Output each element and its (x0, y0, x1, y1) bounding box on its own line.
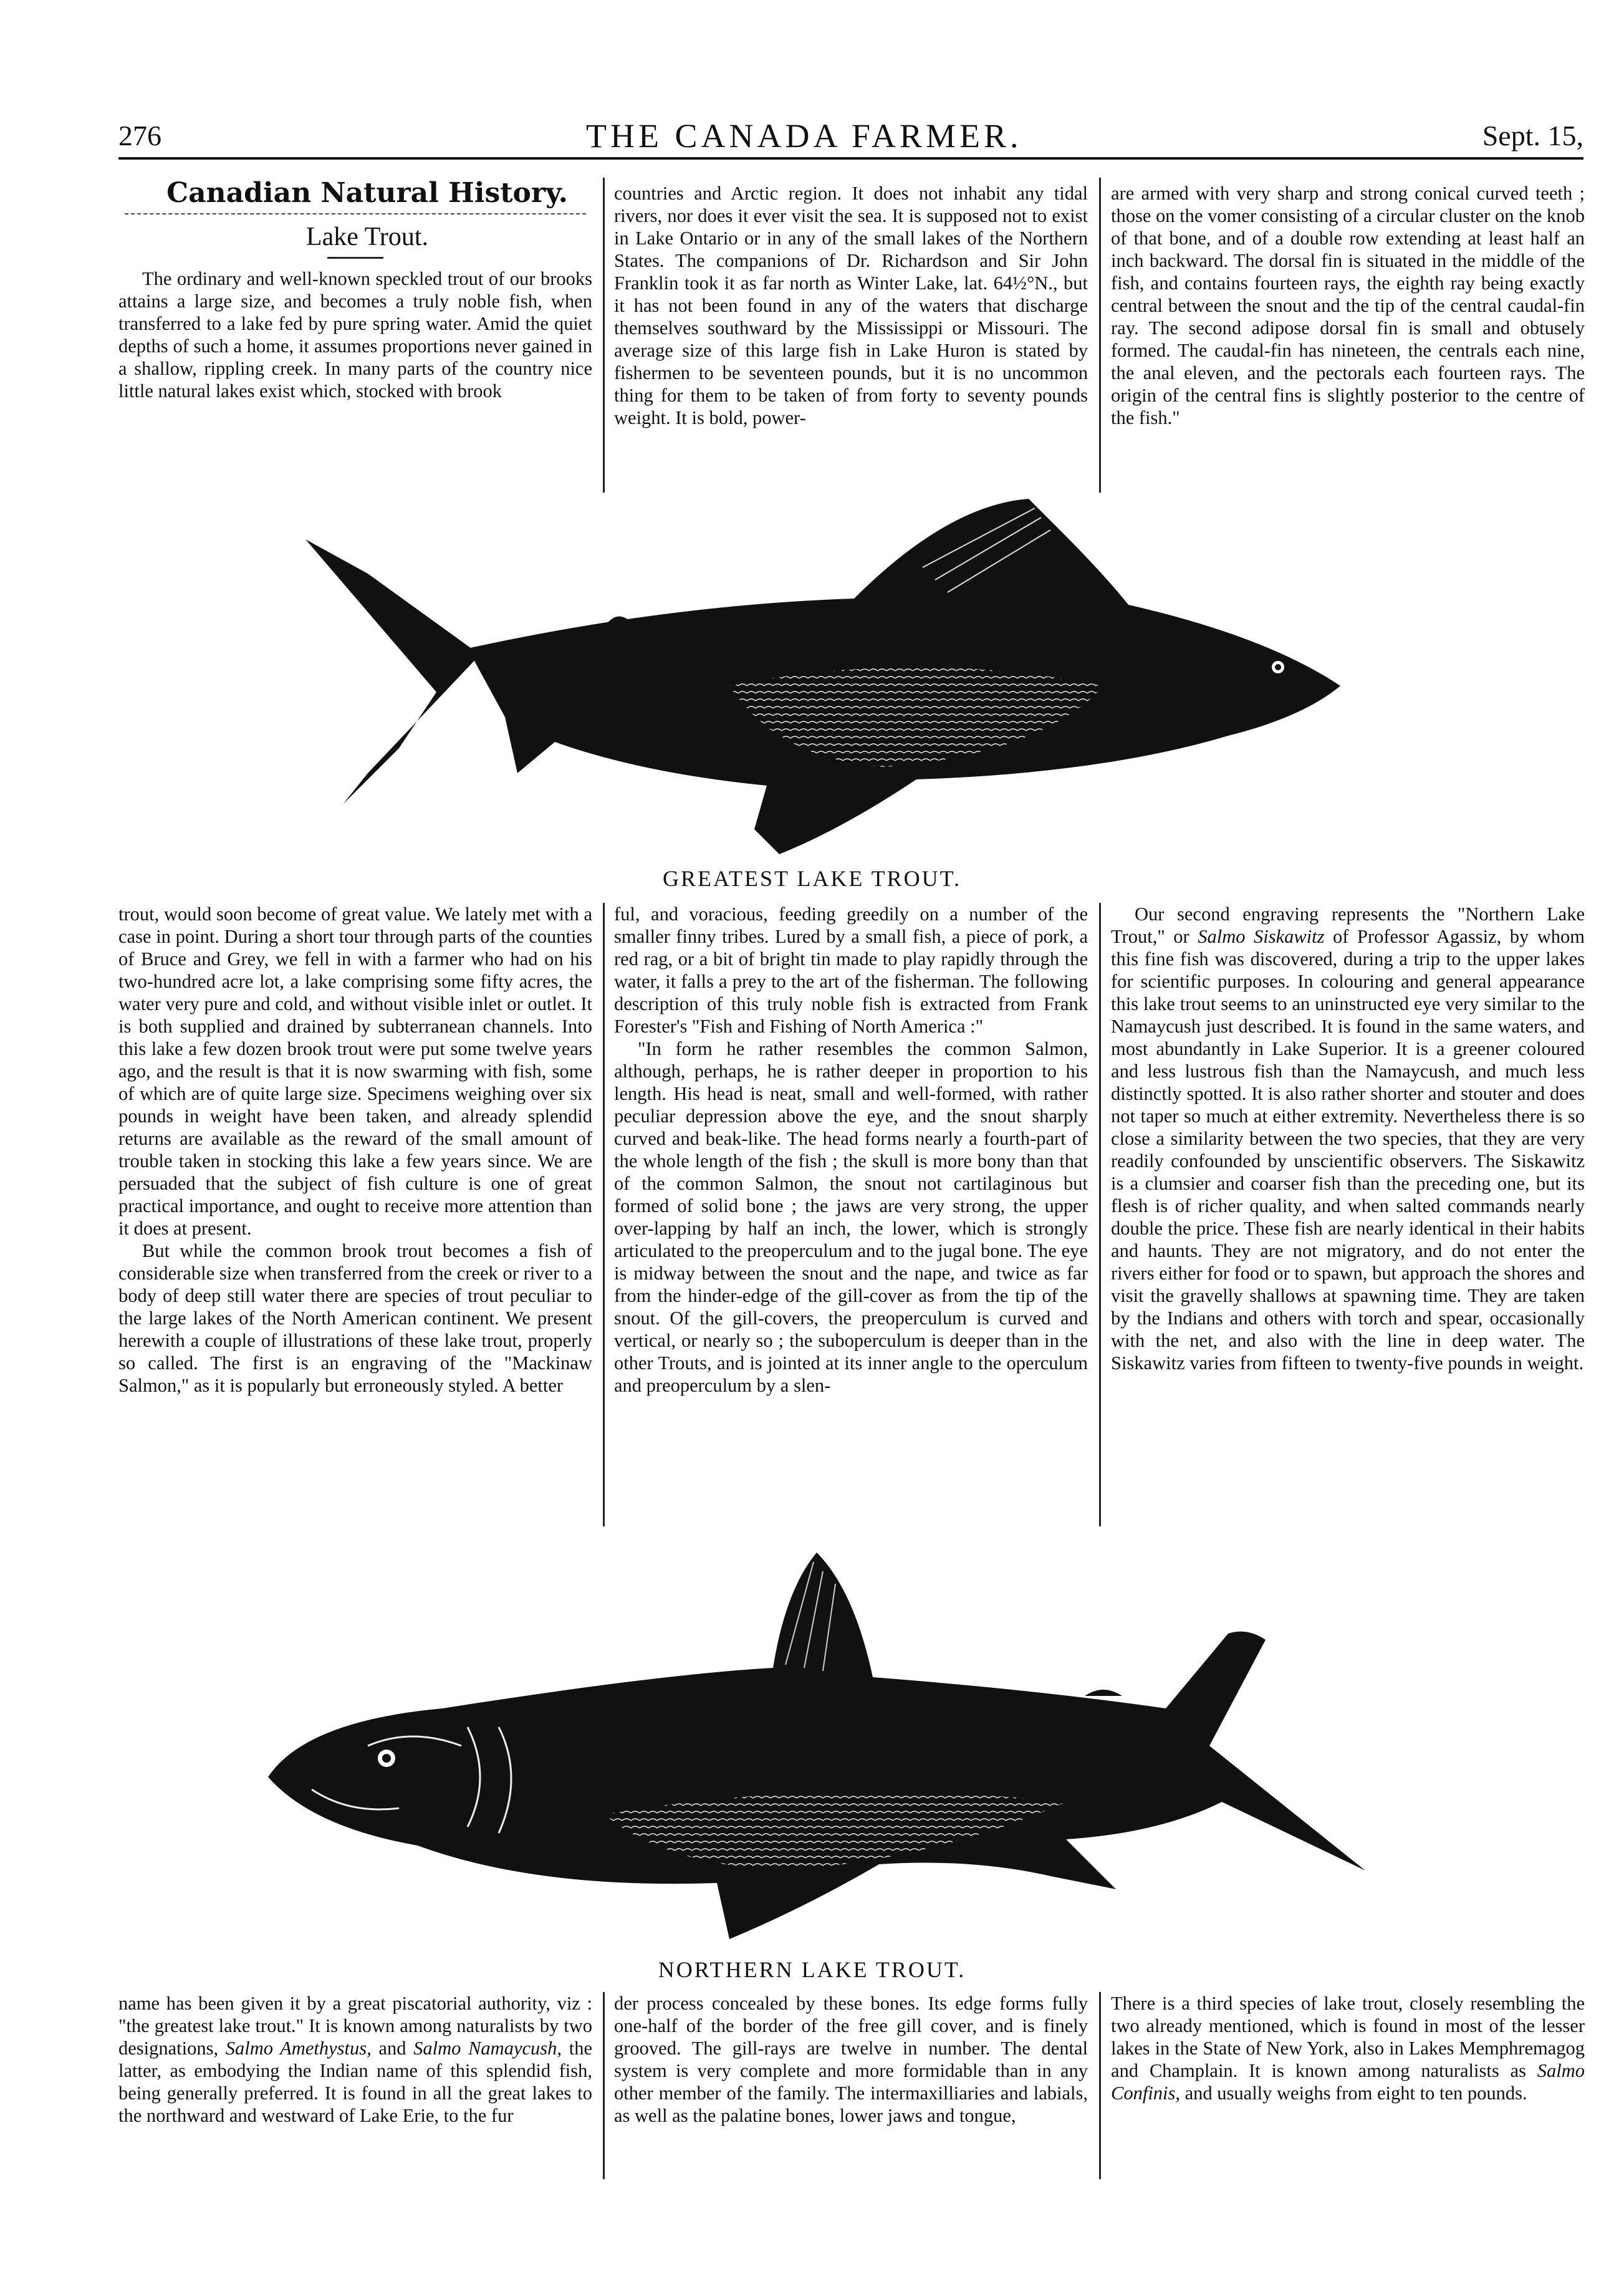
page-number: 276 (118, 120, 161, 152)
column-divider (603, 178, 605, 493)
column-bottom-1 (118, 1992, 592, 2127)
species-name: Salmo Amethystus (225, 2038, 367, 2059)
paragraph: are armed with very sharp and strong conical curved teeth ; those on the vomer consisting of a circular cluster on the knob of that bone, and of a double row extending at least half an inch backward. The dorsal fin is situated in the middle of the fish, and contains fourteen rays, the eighth ray being exactly central between the snout and the tip of the central caudal-fin ray. The second adipose dorsal fin is small and obtusely formed. The caudal-fin has nineteen, the centrals each nine, the anal eleven, and the pectorals each fourteen rays. The origin of the central fins is slightly posterior to the centre of the fish." (1111, 183, 1585, 428)
article-title: Lake Trout. (305, 223, 428, 251)
greatest-lake-trout-engraving (293, 480, 1353, 867)
paragraph: der process concealed by these bones. Its edge forms fully one-half of the border of the free gill cover, and is finely grooved. The gill-rays are twelve in number. The dental system is very complete and more formidable than in any other member of the family. The intermaxilliaries and labials, as well as the palatine bones, lower jaws and tongue, (614, 1993, 1088, 2126)
paragraph: But while the common brook trout becomes a fish of considerable size when transferred from the creek or river to a body of deep still water there are species of trout peculiar to the large lakes of the North American continent. We present herewith a couple of illustrations of these lake trout, properly so called. The first is an engraving of the "Mackinaw Salmon," as it is popularly but erroneously styled. A better (118, 1240, 592, 1396)
page-header (118, 117, 1583, 155)
column-top-2 (614, 182, 1088, 429)
text-run: Our second engraving represents the "Northern Lake Trout," or (1111, 903, 1585, 947)
text-run: of Professor Agassiz, by whom this fine fish was discovered, during a trip to the upper lakes for scientific purposes. In colouring and general appearance this lake trout seems to an uninstructed eye very similar to the Namaycush just described. It is found in the same waters, and most abundantly in Lake Superior. It is a greener coloured and less lustrous fish than the Namaycush, and much less distinctly spotted. It is also rather shorter and stouter and does not taper so much at either extremity. Nevertheless there is so close a similarity between the two species, that they are very readily confounded by unscientific observers. The Siskawitz is a clumsier and coarser fish than the preceding one, but its flesh is of richer quality, and when salted commands nearly double the price. These fish are nearly identical in their habits and haunts. They are not migratory, and do not enter the rivers either for food or to spawn, but approach the shores and visit the gravelly shallows at spawning time. They are taken by the Indians and others with torch and spear, occasionally with the net, and also with the line in deep water. The Siskawitz varies from fifteen to twenty-five pounds in weight. (1111, 926, 1585, 1374)
column-bottom-2 (614, 1992, 1088, 2127)
paragraph: "In form he rather resembles the common Salmon, although, perhaps, he is rather deeper in proportion to his length. His head is neat, small and well-formed, with rather peculiar depression above the eye, and the snout sharply curved and beak-like. The head forms nearly a fourth-part of the whole length of the fish ; the skull is more bony than that of the common Salmon, the snout not cartilaginous but formed of solid bone ; the jaws are very strong, the upper over-lapping by half an inch, the lower, which is strongly articulated to the preoperculum and to the jugal bone. The eye is midway between the snout and the nape, and twice as far from the hinder-edge of the gill-cover as from the tip of the snout. Of the gill-covers, the preoperculum is curved and vertical, or nearly so ; the suboperculum is deeper than in the other Trouts, and is jointed at its inner angle to the operculum and preoperculum by a slen- (614, 1038, 1088, 1396)
column-middle-1 (118, 903, 592, 1397)
text-run: , and (367, 2038, 414, 2059)
species-name: Salmo Siskawitz (1198, 926, 1325, 947)
paragraph (1111, 1992, 1585, 2104)
header-rule (118, 157, 1583, 160)
text-run: , and usually weighs from eight to ten pounds. (1175, 2083, 1527, 2104)
paragraph: countries and Arctic region. It does not inhabit any tidal rivers, nor does it ever visit the sea. It is supposed not to exist in Lake Ontario or in any of the small lakes of the Northern States. The companions of Dr. Richardson and Sir John Franklin took it as far north as Winter Lake, lat. 64½°N., but it has not been found in any of the waters that discharge themselves southward by the Mississippi or Missouri. The average size of this large fish in Lake Huron is stated by fishermen to be seventeen pounds, but it is no uncommon thing for them to be taken of from forty to seventy pounds weight. It is bold, power- (614, 183, 1088, 428)
paragraph (1111, 903, 1585, 1374)
column-divider (1099, 178, 1101, 493)
column-top-1 (118, 175, 592, 402)
column-divider (1099, 903, 1101, 1526)
text-run: There is a third species of lake trout, closely resembling the two already mentioned, which is found in most of the lesser lakes in the State of New York, also in Lakes Memphremagog and Champlain. It is known among naturalists as (1111, 1993, 1585, 2081)
column-top-3 (1111, 182, 1585, 429)
column-middle-2 (614, 903, 1088, 1397)
paragraph: ful, and voracious, feeding greedily on a number of the smaller finny tribes. Lured by a small fish, a piece of pork, a red rag, or a bit of bright tin made to play rapidly through the water, it falls a prey to the art of the fisherman. The following description of this truly noble fish is extracted from Frank Forester's "Fish and Fishing of North America :" (614, 903, 1088, 1037)
section-title: Canadian Natural History. (166, 177, 568, 209)
dashed-rule (125, 213, 586, 214)
northern-lake-trout-engraving (256, 1540, 1378, 1952)
issue-date: Sept. 15, (1482, 120, 1583, 152)
paragraph: trout, would soon become of great value. We lately met with a case in point. During a short tour through parts of the counties of Bruce and Grey, we fell in with a farmer who had on his two-hundred acre lot, a lake comprising some fifty acres, the water very pure and cold, and without visible inlet or outlet. It is both supplied and drained by subterranean channels. Into this lake a few dozen brook trout were put some twelve years ago, and the result is that it is now swarming with fish, some of which are of quite large size. Specimens weighing over six pounds in weight have been taken, and already splendid returns are available as the reward of the small amount of trouble taken in stocking this lake a few years since. We are persuaded that the subject of fish culture is one of great practical importance, and ought to receive more attention than it does at present. (118, 903, 592, 1239)
paragraph: The ordinary and well-known speckled trout of our brooks attains a large size, and becomes a truly noble fish, when transferred to a lake fed by pure spring water. Amid the quiet depths of such a home, it assumes proportions never gained in a shallow, rippling creek. In many parts of the country nice little natural lakes exist which, stocked with brook (118, 268, 592, 402)
column-bottom-3 (1111, 1992, 1585, 2104)
text-run: name has been given it by a great piscatorial authority, viz : "the greatest lake trout." It is known among naturalists by two designations, (118, 1993, 592, 2059)
column-divider (603, 1992, 605, 2179)
column-divider (1099, 1992, 1101, 2179)
column-middle-3 (1111, 903, 1585, 1374)
figure1-caption: GREATEST LAKE TROUT. (663, 866, 961, 891)
masthead: THE CANADA FARMER. (586, 117, 1022, 155)
text-run: , the latter, as embodying the Indian name of this splendid fish, being generally preferred. It is found in all the great lakes to the northward and westward of Lake Erie, to the fur (118, 2038, 592, 2126)
species-name: Salmo Confinis (1111, 2060, 1585, 2104)
title-rule (327, 257, 383, 259)
species-name: Salmo Namaycush (413, 2038, 557, 2059)
column-divider (603, 903, 605, 1526)
figure2-caption: NORTHERN LAKE TROUT. (658, 1957, 966, 1982)
paragraph (118, 1992, 592, 2127)
